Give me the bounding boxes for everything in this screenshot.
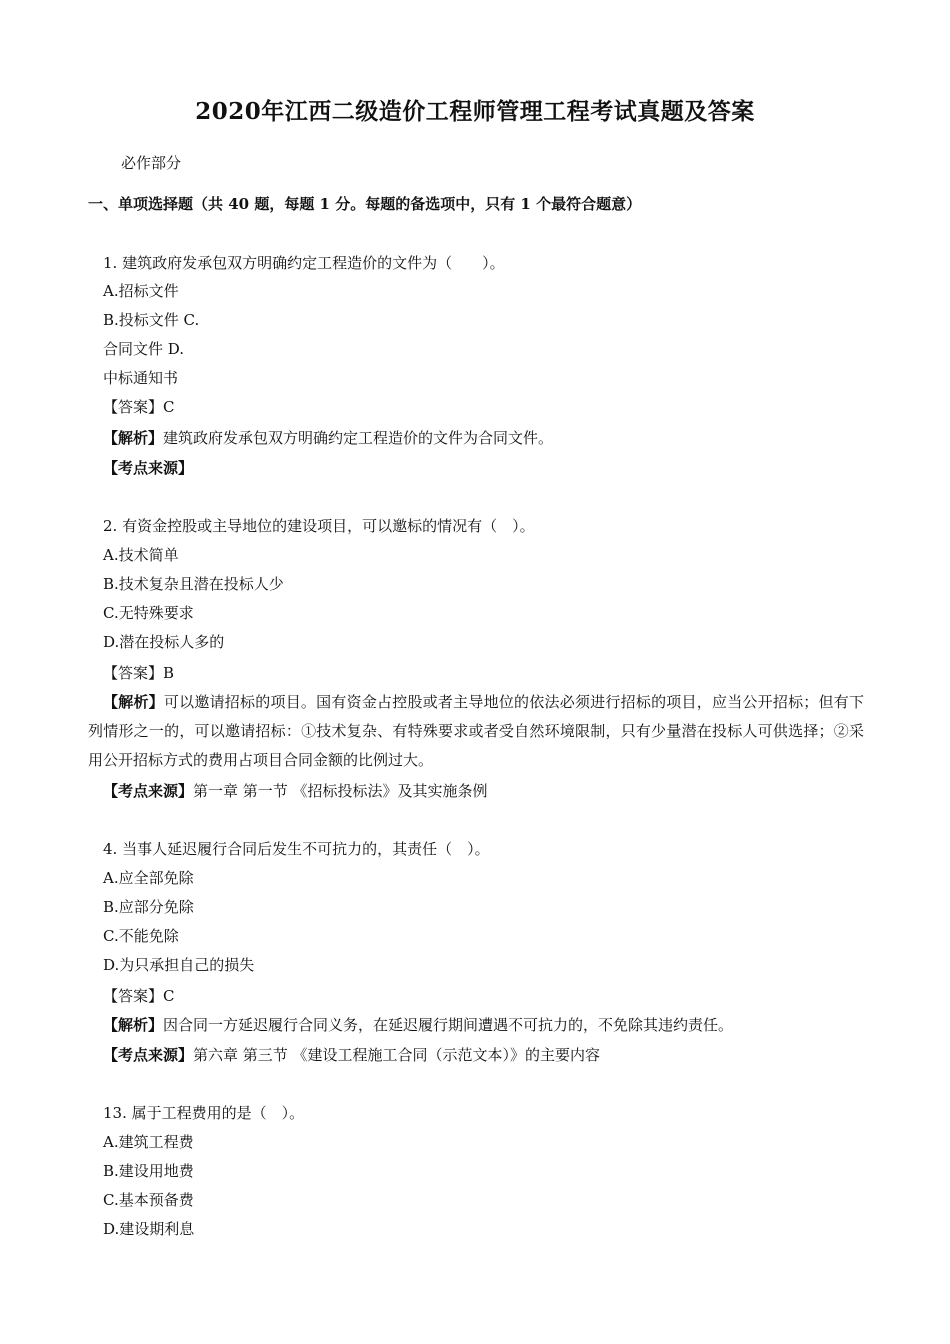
source — [103, 1045, 600, 1065]
answer-value: B — [163, 664, 175, 682]
answer — [103, 986, 175, 1006]
answer-value: C — [163, 398, 175, 416]
source — [103, 781, 488, 801]
analysis — [103, 1015, 733, 1035]
analysis-text: 可以邀请招标的项目。国有资金占控股或者主导地位的依法必须进行招标的项目，应当公开招标；但有下列情形之一的，可以邀请招标：①技术复杂、有特殊要求或者受自然环境限制，只有少量潜在投标人可供选择；②采用公开招标方式的费用占项目合同金额的比例过大。 — [88, 693, 864, 769]
subtitle: 必作部分 — [121, 154, 182, 172]
option-b: B.投标文件 C. — [103, 311, 200, 329]
option-d: 中标通知书 — [103, 369, 179, 387]
option-a: A.应全部免除 — [103, 869, 194, 887]
option-b: B.技术复杂且潜在投标人少 — [103, 575, 284, 593]
question-stem: 2. 有资金控股或主导地位的建设项目，可以邀标的情况有（ ）。 — [103, 517, 535, 535]
option-c: C.无特殊要求 — [103, 604, 194, 622]
source-label: 【考点来源】 — [103, 459, 194, 477]
option-c: C.基本预备费 — [103, 1191, 194, 1209]
analysis — [88, 688, 864, 775]
analysis-label: 【解析】 — [103, 693, 164, 711]
question-stem: 1. 建筑政府发承包双方明确约定工程造价的文件为（ ）。 — [103, 254, 505, 272]
source-text: 第一章 第一节 《招标投标法》及其实施条例 — [193, 782, 488, 800]
source-label: 【考点来源】 — [103, 1046, 194, 1064]
option-d: D.潜在投标人多的 — [103, 633, 225, 651]
analysis — [103, 428, 553, 448]
question-stem: 13. 属于工程费用的是（ ）。 — [103, 1104, 305, 1122]
option-d: D.为只承担自己的损失 — [103, 956, 255, 974]
source-label: 【考点来源】 — [103, 782, 194, 800]
option-d: D.建设期利息 — [103, 1220, 195, 1238]
option-c: C.不能免除 — [103, 927, 179, 945]
section-heading: 一、单项选择题（共 40 题，每题 1 分。每题的备选项中，只有 1 个最符合题意） — [88, 195, 642, 213]
answer-label: 【答案】 — [103, 987, 164, 1005]
option-b: B.建设用地费 — [103, 1162, 194, 1180]
option-a: A.建筑工程费 — [103, 1133, 194, 1151]
answer-label: 【答案】 — [103, 398, 164, 416]
answer-value: C — [163, 987, 175, 1005]
option-c: 合同文件 D. — [103, 340, 185, 358]
source — [103, 458, 193, 478]
option-b: B.应部分免除 — [103, 898, 194, 916]
analysis-label: 【解析】 — [103, 1016, 164, 1034]
analysis-text: 建筑政府发承包双方明确约定工程造价的文件为合同文件。 — [163, 429, 554, 447]
option-a: A.招标文件 — [103, 282, 179, 300]
source-text: 第六章 第三节 《建设工程施工合同（示范文本）》的主要内容 — [193, 1046, 601, 1064]
answer — [103, 663, 174, 683]
analysis-label: 【解析】 — [103, 429, 164, 447]
answer-label: 【答案】 — [103, 664, 164, 682]
answer — [103, 397, 175, 417]
analysis-text: 因合同一方延迟履行合同义务，在延迟履行期间遭遇不可抗力的，不免除其违约责任。 — [163, 1016, 734, 1034]
option-a: A.技术简单 — [103, 546, 179, 564]
page-title: 2020年江西二级造价工程师管理工程考试真题及答案 — [195, 98, 755, 125]
question-stem: 4. 当事人延迟履行合同后发生不可抗力的，其责任（ ）。 — [103, 840, 490, 858]
